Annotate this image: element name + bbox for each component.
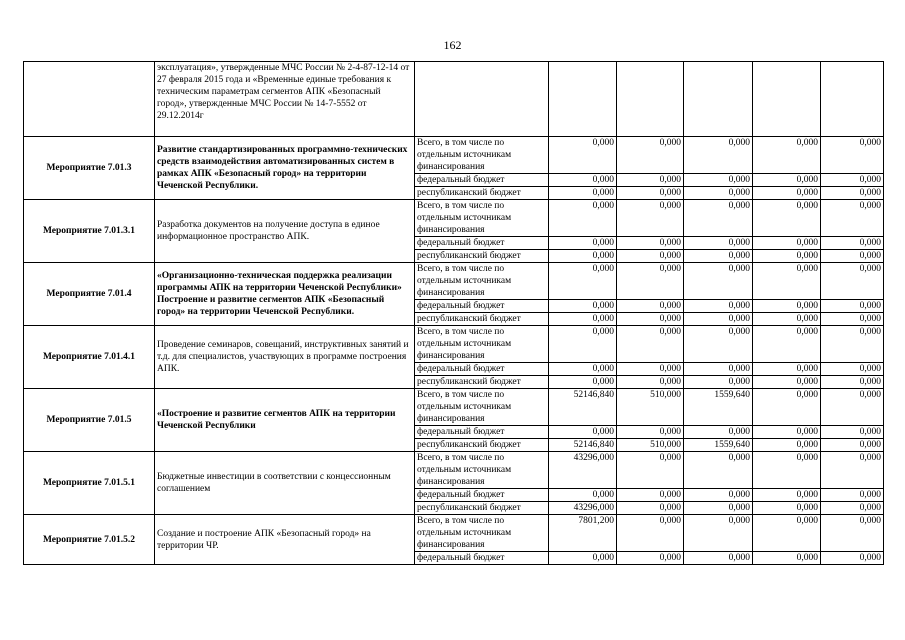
funding-source: Всего, в том числе по отдельным источникам финансирования xyxy=(415,452,549,489)
funding-source: республиканский бюджет xyxy=(415,439,549,452)
amount-value: 0,000 xyxy=(617,174,684,187)
amount-value: 0,000 xyxy=(549,200,617,237)
amount-value: 0,000 xyxy=(617,187,684,200)
amount-value: 0,000 xyxy=(549,363,617,376)
value-cell xyxy=(821,62,884,137)
amount-value: 0,000 xyxy=(821,552,884,565)
funding-source: Всего, в том числе по отдельным источникам финансирования xyxy=(415,137,549,174)
amount-value: 0,000 xyxy=(753,250,821,263)
amount-value: 0,000 xyxy=(753,200,821,237)
event-name: Бюджетные инвестиции в соответствии с концессионным соглашением xyxy=(155,452,415,515)
amount-value: 0,000 xyxy=(617,250,684,263)
amount-value: 0,000 xyxy=(753,187,821,200)
amount-value: 0,000 xyxy=(684,502,753,515)
continuation-text: эксплуатация», утвержденные МЧС России № 2-4-87-12-14 от 27 февраля 2015 года и «Временные единые требования к техническим параметрам сегментов АПК «Безопасный город», утвержденные МЧС России № 14-7-5552 от 29.12.2014г xyxy=(155,62,415,137)
amount-value: 0,000 xyxy=(617,552,684,565)
amount-value: 1559,640 xyxy=(684,439,753,452)
table-row xyxy=(24,200,884,237)
page-number: 162 xyxy=(443,38,462,52)
amount-value: 0,000 xyxy=(753,439,821,452)
amount-value: 0,000 xyxy=(821,376,884,389)
funding-source: федеральный бюджет xyxy=(415,552,549,565)
event-code: Мероприятие 7.01.5.2 xyxy=(24,515,155,565)
amount-value: 0,000 xyxy=(753,326,821,363)
financing-table xyxy=(23,61,884,565)
amount-value: 0,000 xyxy=(821,237,884,250)
amount-value: 0,000 xyxy=(821,515,884,552)
amount-value: 0,000 xyxy=(753,376,821,389)
funding-source: республиканский бюджет xyxy=(415,187,549,200)
amount-value: 0,000 xyxy=(617,300,684,313)
table-row xyxy=(24,263,884,300)
amount-value: 0,000 xyxy=(821,439,884,452)
value-cell xyxy=(617,62,684,137)
amount-value: 0,000 xyxy=(617,426,684,439)
amount-value: 0,000 xyxy=(549,250,617,263)
amount-value: 0,000 xyxy=(684,250,753,263)
event-name: Проведение семинаров, совещаний, инструктивных занятий и т.д. для специалистов, участвующих в программе построения АПК. xyxy=(155,326,415,389)
amount-value: 0,000 xyxy=(549,137,617,174)
funding-source: Всего, в том числе по отдельным источникам финансирования xyxy=(415,200,549,237)
event-name: Создание и построение АПК «Безопасный город» на территории ЧР. xyxy=(155,515,415,565)
funding-source: федеральный бюджет xyxy=(415,300,549,313)
amount-value: 0,000 xyxy=(821,174,884,187)
amount-value: 0,000 xyxy=(753,426,821,439)
funding-source: федеральный бюджет xyxy=(415,174,549,187)
amount-value: 0,000 xyxy=(684,326,753,363)
table-row xyxy=(24,389,884,426)
amount-value: 0,000 xyxy=(821,200,884,237)
amount-value: 0,000 xyxy=(821,426,884,439)
value-cell xyxy=(753,62,821,137)
amount-value: 52146,840 xyxy=(549,389,617,426)
funding-source: Всего, в том числе по отдельным источникам финансирования xyxy=(415,326,549,363)
amount-value: 0,000 xyxy=(821,363,884,376)
amount-value: 0,000 xyxy=(753,137,821,174)
amount-value: 7801,200 xyxy=(549,515,617,552)
funding-source: Всего, в том числе по отдельным источникам финансирования xyxy=(415,389,549,426)
amount-value: 0,000 xyxy=(684,452,753,489)
amount-value: 0,000 xyxy=(617,515,684,552)
amount-value: 0,000 xyxy=(821,313,884,326)
amount-value: 0,000 xyxy=(549,552,617,565)
amount-value: 0,000 xyxy=(753,389,821,426)
value-cell xyxy=(684,62,753,137)
funding-source: федеральный бюджет xyxy=(415,426,549,439)
amount-value: 0,000 xyxy=(617,363,684,376)
amount-value: 0,000 xyxy=(617,452,684,489)
amount-value: 43296,000 xyxy=(549,502,617,515)
event-name: Развитие стандартизированных программно-технических средств взаимодействия автоматизированных систем в рамках АПК «Безопасный город» на территории Чеченской Республики. xyxy=(155,137,415,200)
amount-value: 0,000 xyxy=(549,426,617,439)
amount-value: 0,000 xyxy=(684,426,753,439)
amount-value: 0,000 xyxy=(549,489,617,502)
amount-value: 1559,640 xyxy=(684,389,753,426)
amount-value: 0,000 xyxy=(617,263,684,300)
amount-value: 0,000 xyxy=(753,502,821,515)
amount-value: 0,000 xyxy=(684,376,753,389)
source-cell xyxy=(415,62,549,137)
amount-value: 0,000 xyxy=(617,502,684,515)
amount-value: 0,000 xyxy=(753,363,821,376)
continuation-row xyxy=(24,62,884,137)
amount-value: 0,000 xyxy=(684,200,753,237)
funding-source: федеральный бюджет xyxy=(415,489,549,502)
amount-value: 0,000 xyxy=(549,313,617,326)
amount-value: 510,000 xyxy=(617,439,684,452)
amount-value: 0,000 xyxy=(753,452,821,489)
amount-value: 0,000 xyxy=(753,237,821,250)
amount-value: 43296,000 xyxy=(549,452,617,489)
event-code: Мероприятие 7.01.4.1 xyxy=(24,326,155,389)
funding-source: Всего, в том числе по отдельным источникам финансирования xyxy=(415,515,549,552)
amount-value: 0,000 xyxy=(684,300,753,313)
value-cell xyxy=(549,62,617,137)
amount-value: 0,000 xyxy=(617,313,684,326)
amount-value: 0,000 xyxy=(753,174,821,187)
event-name: «Построение и развитие сегментов АПК на территории Чеченской Республики xyxy=(155,389,415,452)
amount-value: 0,000 xyxy=(617,200,684,237)
amount-value: 0,000 xyxy=(753,552,821,565)
amount-value: 0,000 xyxy=(753,489,821,502)
amount-value: 0,000 xyxy=(821,489,884,502)
event-code: Мероприятие 7.01.3 xyxy=(24,137,155,200)
amount-value: 0,000 xyxy=(617,137,684,174)
amount-value: 0,000 xyxy=(684,515,753,552)
amount-value: 0,000 xyxy=(684,363,753,376)
amount-value: 52146,840 xyxy=(549,439,617,452)
event-name: «Организационно-техническая поддержка реализации программы АПК на территории Чеченской Республики» Построение и развитие сегментов АПК «Безопасный город» на территории Чеченской Республики. xyxy=(155,263,415,326)
amount-value: 0,000 xyxy=(549,376,617,389)
event-cell xyxy=(24,62,155,137)
amount-value: 0,000 xyxy=(753,263,821,300)
amount-value: 0,000 xyxy=(684,174,753,187)
amount-value: 0,000 xyxy=(684,237,753,250)
amount-value: 0,000 xyxy=(617,326,684,363)
amount-value: 0,000 xyxy=(684,552,753,565)
funding-source: федеральный бюджет xyxy=(415,237,549,250)
amount-value: 0,000 xyxy=(753,313,821,326)
amount-value: 0,000 xyxy=(549,263,617,300)
table-row xyxy=(24,452,884,489)
amount-value: 0,000 xyxy=(549,174,617,187)
funding-source: федеральный бюджет xyxy=(415,363,549,376)
amount-value: 0,000 xyxy=(821,250,884,263)
amount-value: 0,000 xyxy=(684,489,753,502)
amount-value: 0,000 xyxy=(753,300,821,313)
event-name: Разработка документов на получение доступа в единое информационное пространство АПК. xyxy=(155,200,415,263)
amount-value: 510,000 xyxy=(617,389,684,426)
amount-value: 0,000 xyxy=(617,237,684,250)
amount-value: 0,000 xyxy=(821,502,884,515)
amount-value: 0,000 xyxy=(684,313,753,326)
amount-value: 0,000 xyxy=(617,489,684,502)
funding-source: республиканский бюджет xyxy=(415,376,549,389)
funding-source: республиканский бюджет xyxy=(415,250,549,263)
funding-source: республиканский бюджет xyxy=(415,502,549,515)
amount-value: 0,000 xyxy=(821,452,884,489)
funding-source: Всего, в том числе по отдельным источникам финансирования xyxy=(415,263,549,300)
funding-source: республиканский бюджет xyxy=(415,313,549,326)
amount-value: 0,000 xyxy=(617,376,684,389)
amount-value: 0,000 xyxy=(549,300,617,313)
amount-value: 0,000 xyxy=(549,187,617,200)
table-row xyxy=(24,515,884,552)
amount-value: 0,000 xyxy=(549,237,617,250)
event-code: Мероприятие 7.01.3.1 xyxy=(24,200,155,263)
table-row xyxy=(24,326,884,363)
amount-value: 0,000 xyxy=(821,389,884,426)
amount-value: 0,000 xyxy=(821,137,884,174)
event-code: Мероприятие 7.01.5.1 xyxy=(24,452,155,515)
amount-value: 0,000 xyxy=(684,263,753,300)
event-code: Мероприятие 7.01.5 xyxy=(24,389,155,452)
amount-value: 0,000 xyxy=(821,187,884,200)
event-code: Мероприятие 7.01.4 xyxy=(24,263,155,326)
amount-value: 0,000 xyxy=(821,263,884,300)
amount-value: 0,000 xyxy=(753,515,821,552)
amount-value: 0,000 xyxy=(821,326,884,363)
amount-value: 0,000 xyxy=(684,187,753,200)
amount-value: 0,000 xyxy=(821,300,884,313)
amount-value: 0,000 xyxy=(549,326,617,363)
table-row xyxy=(24,137,884,174)
amount-value: 0,000 xyxy=(684,137,753,174)
